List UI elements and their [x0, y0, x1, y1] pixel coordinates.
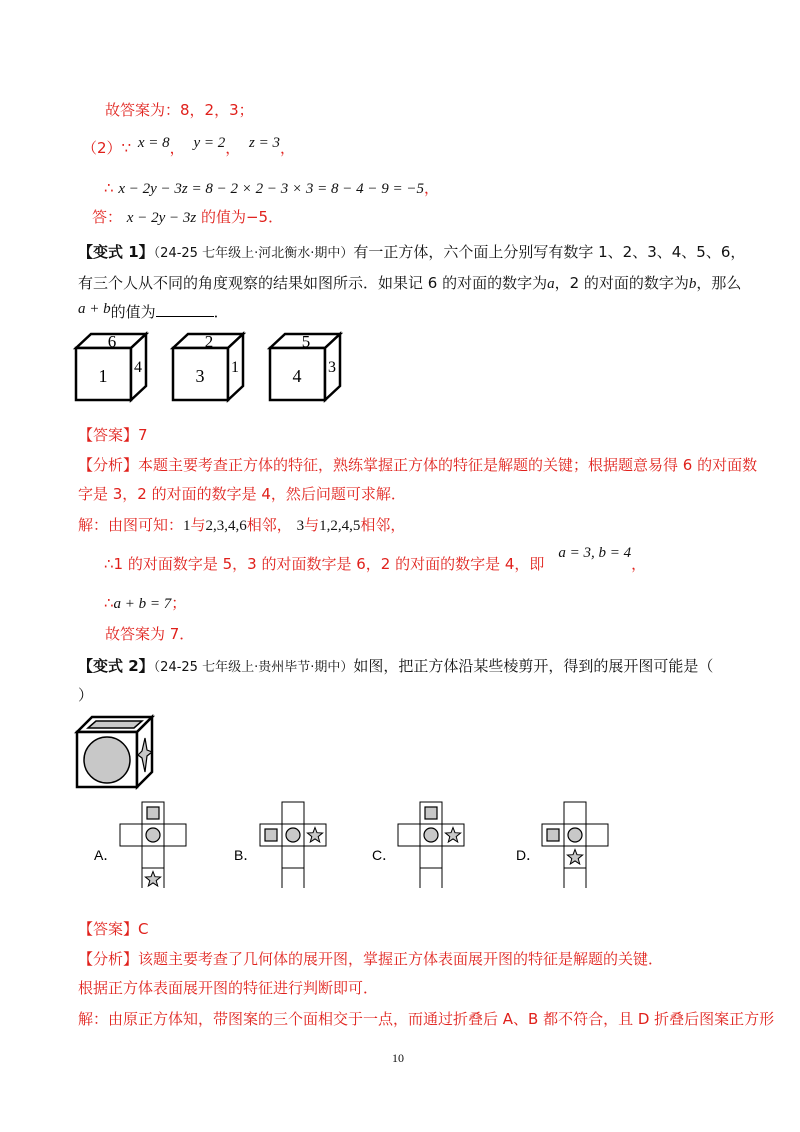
solution-text: 相邻，: [246, 516, 292, 534]
circle-pattern: [84, 737, 130, 783]
solution-line-4: [92, 206, 283, 227]
net-face: [282, 868, 304, 888]
variant2-question-line2: ）: [78, 686, 94, 704]
variant-tag: 【变式 1】: [78, 243, 154, 261]
calc-expression: x − 2y − 3z = 8 − 2 × 2 − 3 × 3 = 8 − 4 − 9 = −5: [118, 181, 424, 197]
net-option-4: [516, 802, 608, 888]
net-face: [164, 824, 186, 846]
var-b: b: [688, 276, 697, 292]
variant2-analysis-l2: 根据正方体表面展开图的特征进行判断即可．: [78, 979, 379, 997]
cube-3: [270, 332, 340, 400]
net-face: [282, 846, 304, 868]
solution-prefix: 解：由图可知：: [78, 516, 184, 534]
question-source: （24-25 七年级上·河北衡水·期中）: [153, 246, 354, 261]
sum-expression: a + b = 7: [113, 596, 172, 612]
variant1-analysis-l2: 字是 3，2 的对面的数字是 4，然后问题可求解．: [78, 485, 406, 503]
y-equation: y = 2: [193, 135, 226, 151]
net-face: [420, 868, 442, 888]
net-face: [564, 802, 586, 824]
variant1-solution-l4: 故答案为 7．: [105, 625, 195, 643]
cubes-figure: [70, 330, 370, 405]
comma: ，: [280, 139, 296, 157]
expression: x − 2y − 3z: [126, 210, 197, 226]
option-label: D．: [516, 847, 541, 863]
net-face: [586, 824, 608, 846]
net-face: [120, 824, 142, 846]
answer-line: 故答案为：8，2，3；: [105, 101, 254, 119]
variant1-question-line1: [78, 241, 745, 262]
net-face: [282, 802, 304, 824]
solution-text: 与: [190, 516, 206, 534]
circle-pattern: [424, 828, 438, 842]
variant2-question-line1: [78, 655, 713, 676]
solution-line-2: [82, 137, 295, 158]
circle-pattern: [146, 828, 160, 842]
therefore-prefix: ∴: [104, 594, 114, 612]
cube-top-label: 6: [107, 332, 117, 351]
variant1-solution-l3: [104, 592, 186, 613]
math-list: 1,2,4,5: [319, 518, 361, 534]
math-num: 1: [183, 518, 191, 534]
cube-front-label: 3: [195, 366, 205, 386]
solution-text: 相邻，: [360, 516, 406, 534]
square-pattern: [147, 807, 159, 819]
net-option-1: [94, 802, 186, 888]
expression: a + b: [78, 301, 111, 317]
variant2-solution-l1: 解：由原正方体知，带图案的三个面相交于一点，而通过折叠后 A、B 都不符合，且 D 折叠后图案正方形: [78, 1010, 775, 1028]
comma: ，: [225, 139, 241, 157]
question-text: 如图，把正方体沿某些棱剪开，得到的展开图可能是（: [353, 657, 714, 675]
z-equation: z = 3: [249, 135, 280, 151]
therefore-prefix: ∴: [104, 179, 114, 197]
question-text: 有一正方体，六个面上分别写有数字 1、2、3、4、5、6，: [353, 243, 746, 261]
option-label: A．: [94, 847, 118, 863]
square-pattern: [425, 807, 437, 819]
net-face: [564, 868, 586, 888]
page-number: 10: [392, 1051, 404, 1065]
cube-top-label: 2: [204, 332, 214, 351]
math-num: 3: [296, 518, 305, 534]
net-option-3: [372, 802, 464, 888]
square-pattern: [88, 721, 142, 728]
cube-2: [173, 332, 243, 400]
semicolon: ；: [171, 594, 187, 612]
variant2-answer: 【答案】C: [78, 920, 149, 938]
cube-side-label: 3: [328, 359, 336, 376]
square-pattern: [265, 829, 277, 841]
var-a: a: [547, 276, 555, 292]
solution-line-3: [104, 177, 439, 198]
question-text: 的值为: [110, 303, 156, 321]
question-text: ，那么: [696, 274, 742, 292]
square-pattern: [547, 829, 559, 841]
variant1-question-line3: [78, 301, 229, 322]
because-prefix: （2）∵: [82, 139, 132, 157]
net-face: [398, 824, 420, 846]
cube-front-label: 1: [98, 366, 108, 386]
variant2-analysis-l1: 【分析】该题主要考查了几何体的展开图，掌握正方体表面展开图的特征是解题的关键．: [78, 950, 664, 968]
circle-pattern: [568, 828, 582, 842]
x-equation: x = 8: [137, 135, 170, 151]
cube-side-label: 4: [134, 359, 142, 376]
question-source: （24-25 七年级上·贵州毕节·期中）: [153, 660, 354, 675]
cube-side-label: 1: [231, 359, 239, 376]
answer-suffix: 的值为−5．: [200, 208, 284, 226]
comma: ，: [169, 139, 185, 157]
patterned-cube-figure: [74, 714, 156, 790]
period: ．: [213, 303, 229, 321]
cube-front-label: 4: [292, 366, 302, 386]
net-face: [420, 846, 442, 868]
net-option-2: [234, 802, 326, 888]
option-label: C．: [372, 847, 397, 863]
solution-text: 与: [304, 516, 320, 534]
ab-values: a = 3, b = 4: [558, 545, 632, 561]
comma: ，: [423, 179, 439, 197]
answer-prefix: 答：: [92, 208, 123, 226]
circle-pattern: [286, 828, 300, 842]
answer-blank: [156, 302, 214, 317]
cube-top-label: 5: [301, 332, 311, 351]
variant1-answer: 【答案】7: [78, 426, 148, 444]
variant1-solution-l2: [104, 545, 647, 574]
question-text: ，2 的对面的数字为: [554, 274, 689, 292]
question-text: 有三个人从不同的角度观察的结果如图所示．如果记 6 的对面的数字为: [78, 274, 548, 292]
comma: ，: [631, 555, 647, 573]
math-list: 2,3,4,6: [205, 518, 247, 534]
cube-1: [76, 332, 146, 400]
net-face: [142, 846, 164, 868]
variant1-analysis-l1: 【分析】本题主要考查正方体的特征，熟练掌握正方体的特征是解题的关键；根据题意易得 6 的对面数: [78, 456, 758, 474]
variant1-question-line2: [78, 272, 741, 293]
variant-tag: 【变式 2】: [78, 657, 154, 675]
option-label: B．: [234, 847, 258, 863]
nets-figure: [90, 798, 730, 888]
variant1-solution-l1: [78, 514, 405, 535]
solution-text: ∴1 的对面数字是 5，3 的对面数字是 6，2 的对面的数字是 4，即: [104, 555, 545, 573]
